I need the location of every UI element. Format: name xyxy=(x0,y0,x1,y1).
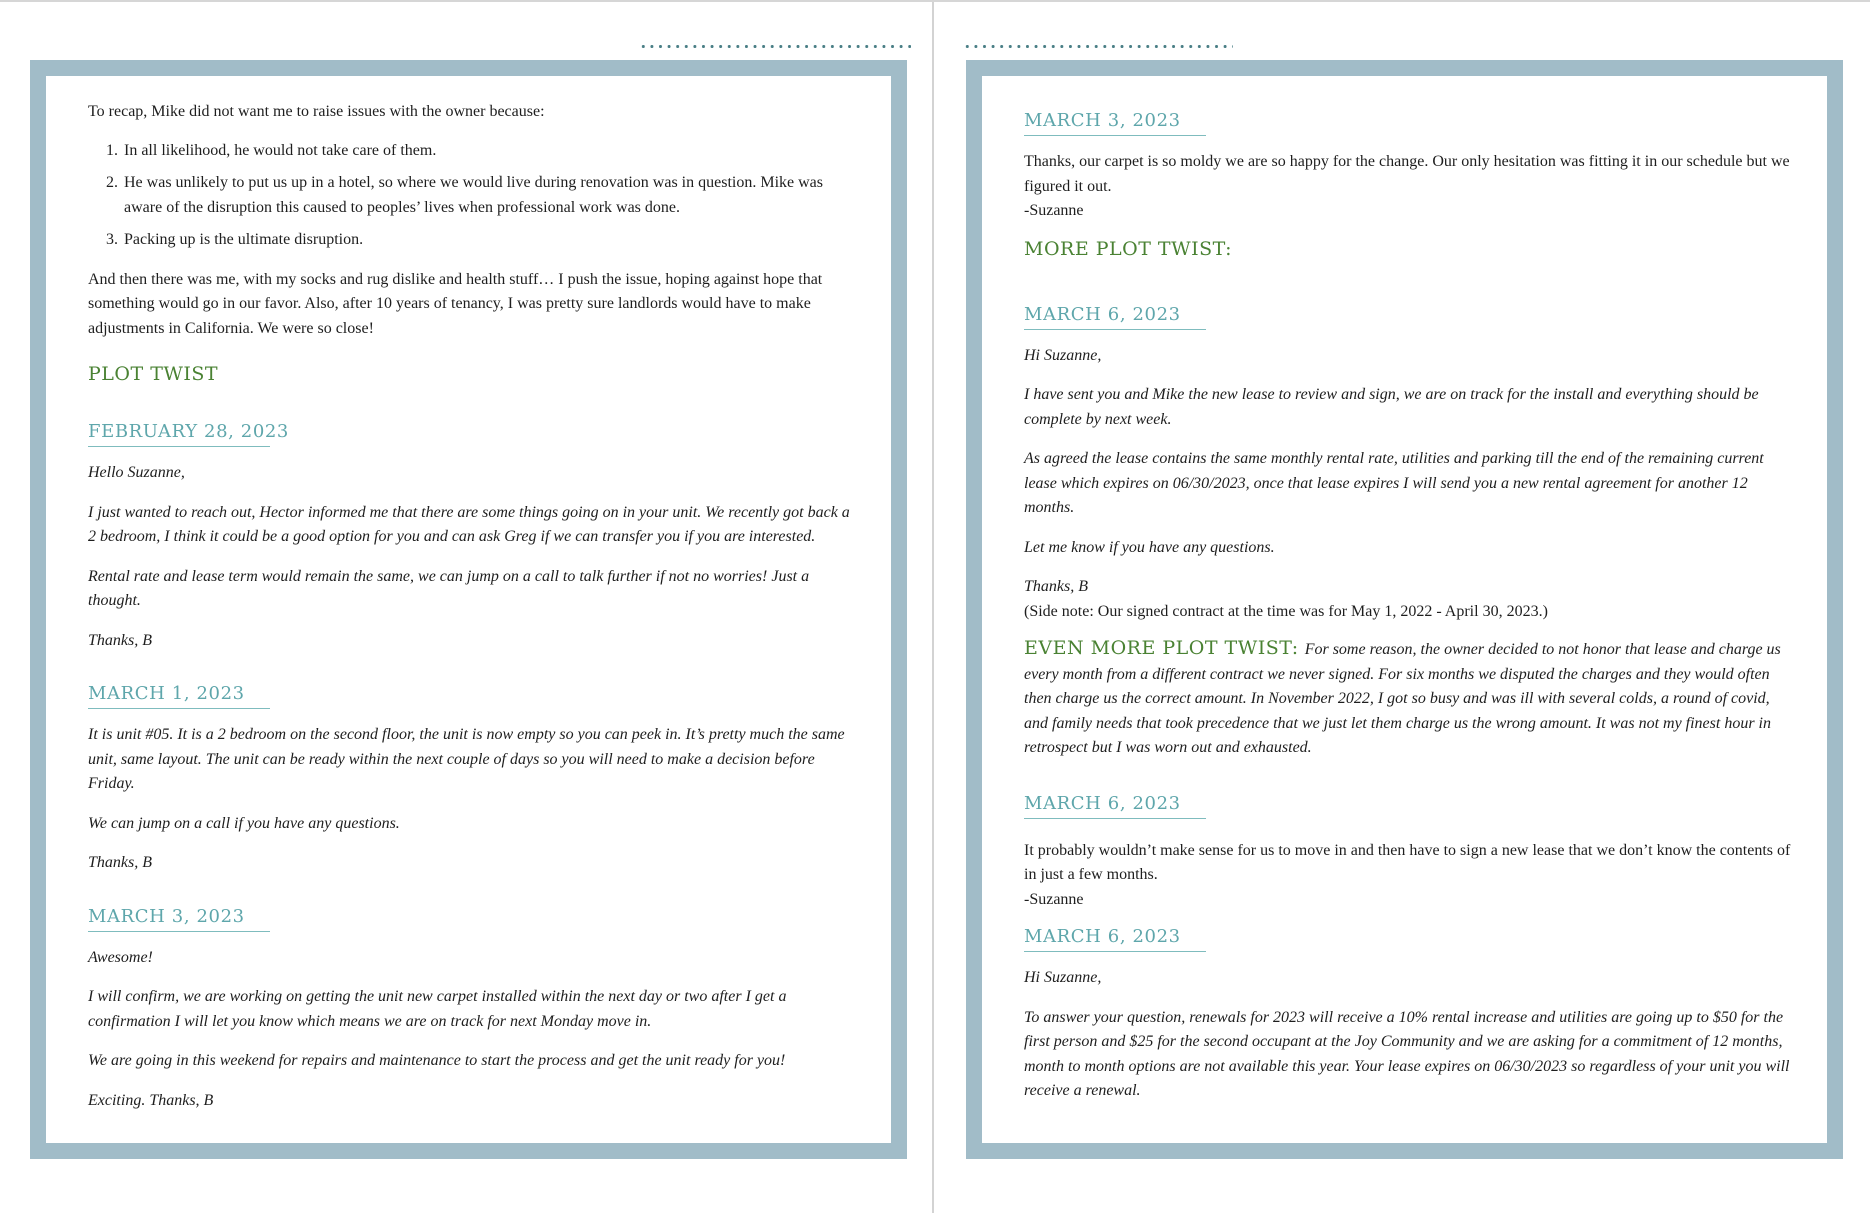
list-item: 2. He was unlikely to put us up in a hotel, so where we would live during renovation was in question. Mike was aware of the disruption this caused to peoples’ lives when professional work was done. xyxy=(122,171,857,220)
dotted-rule-left xyxy=(639,44,911,49)
date-heading: MARCH 3, 2023 xyxy=(88,906,270,932)
message-text: Rental rate and lease term would remain the same, we can jump on a call to talk further if not no worries! Just a thought. xyxy=(88,567,810,609)
signature: -Suzanne xyxy=(1024,890,1084,908)
even-more-plot-twist xyxy=(1024,636,1793,761)
date-heading: MARCH 6, 2023 xyxy=(1024,793,1206,819)
message-text: Awesome! xyxy=(88,948,153,966)
even-more-plot-twist-heading: EVEN MORE PLOT TWIST: xyxy=(1024,637,1299,659)
page-right-content xyxy=(1024,100,1793,1133)
signature: Exciting. Thanks, B xyxy=(88,1091,214,1109)
message-text: As agreed the lease contains the same monthly rental rate, utilities and parking till the end of the remaining current lease which expires on 06/30/2023, once that lease expires I will send you a new rental agreement for another 12 months. xyxy=(1024,450,1764,516)
list-item: 1. In all likelihood, he would not take care of them. xyxy=(122,139,857,164)
page-left-sheet xyxy=(46,76,891,1143)
date-heading: MARCH 1, 2023 xyxy=(88,683,270,709)
signature: -Suzanne xyxy=(1024,202,1084,219)
plot-twist-heading: PLOT TWIST xyxy=(88,363,219,385)
signature: Thanks, B xyxy=(88,854,152,871)
message-text: We are going in this weekend for repairs and maintenance to start the process and get the unit ready for you! xyxy=(88,1052,786,1069)
page-divider xyxy=(932,2,934,1213)
signature: Thanks, B xyxy=(1024,578,1088,595)
message-text: Let me know if you have any questions. xyxy=(1024,538,1275,556)
message-text: I will confirm, we are working on getting the unit new carpet installed within the next day or two after I get a confirmation I will let you know which means we are on track for next Monday move in. xyxy=(88,988,787,1030)
more-plot-twist-heading: MORE PLOT TWIST: xyxy=(1024,237,1233,260)
message-text: I just wanted to reach out, Hector informed me that there are some things going on in your unit. We recently got back a 2 bedroom, I think it could be a good option for you and can ask Greg if we can transfer you if you are interested. xyxy=(88,503,850,545)
plot-twist-text: For some reason, the owner decided to not honor that lease and charge us every month from a different contract we never signed. For six months we disputed the charges and they would often then charge us the correct amount. In November 2022, I got so busy and was ill with several colds, a round of covid, and family needs that took precedence that we just let them charge us the wrong amount. It was not my finest hour in retrospect but I was worn out and exhausted. xyxy=(1024,641,1781,756)
greeting: Hi Suzanne, xyxy=(1024,346,1102,364)
page-left-content xyxy=(88,100,857,1133)
reasons-list xyxy=(88,139,857,253)
message-text: We can jump on a call if you have any questions. xyxy=(88,814,400,832)
greeting: Hello Suzanne, xyxy=(88,464,185,481)
list-item: 3. Packing up is the ultimate disruption. xyxy=(122,228,857,253)
signature: Thanks, B xyxy=(88,631,152,649)
intro-text: To recap, Mike did not want me to raise issues with the owner because: xyxy=(88,103,545,120)
page-right-sheet xyxy=(982,76,1827,1143)
side-note: (Side note: Our signed contract at the time was for May 1, 2022 - April 30, 2023.) xyxy=(1024,602,1548,620)
page-right xyxy=(966,60,1843,1159)
dotted-rule-right xyxy=(963,44,1233,49)
date-heading: MARCH 6, 2023 xyxy=(1024,926,1206,952)
message-text: It probably wouldn’t make sense for us to move in and then have to sign a new lease that we don’t know the contents of in just a few months. xyxy=(1024,841,1791,883)
top-rule xyxy=(0,0,1870,2)
greeting: Hi Suzanne, xyxy=(1024,969,1102,986)
date-heading: MARCH 6, 2023 xyxy=(1024,304,1206,330)
page-left xyxy=(30,60,907,1159)
message-text: To answer your question, renewals for 2023 will receive a 10% rental increase and utilities are going up to $50 for the first person and $25 for the second occupant at the Joy Community and we are asking for a commitment of 12 months, month to month options are not available this year. Your lease expires on 06/30/2023 so regardless of your unit you will receive a renewal. xyxy=(1024,1008,1790,1099)
date-heading: FEBRUARY 28, 2023 xyxy=(88,421,270,447)
message-text: It is unit #05. It is a 2 bedroom on the second floor, the unit is now empty so you can peek in. It’s pretty much the same unit, same layout. The unit can be ready within the next couple of days so you will need to make a decision before Friday. xyxy=(88,726,845,792)
date-heading: MARCH 3, 2023 xyxy=(1024,110,1206,136)
message-text: I have sent you and Mike the new lease to review and sign, we are on track for the install and everything should be complete by next week. xyxy=(1024,386,1759,428)
paragraph: And then there was me, with my socks and rug dislike and health stuff… I push the issue, hoping against hope that something would go in our favor. Also, after 10 years of tenancy, I was pretty sure landlords would have to make adjustments in California. We were so close! xyxy=(88,270,823,337)
message-text: Thanks, our carpet is so moldy we are so happy for the change. Our only hesitation was fitting it in our schedule but we figured it out. xyxy=(1024,153,1790,195)
